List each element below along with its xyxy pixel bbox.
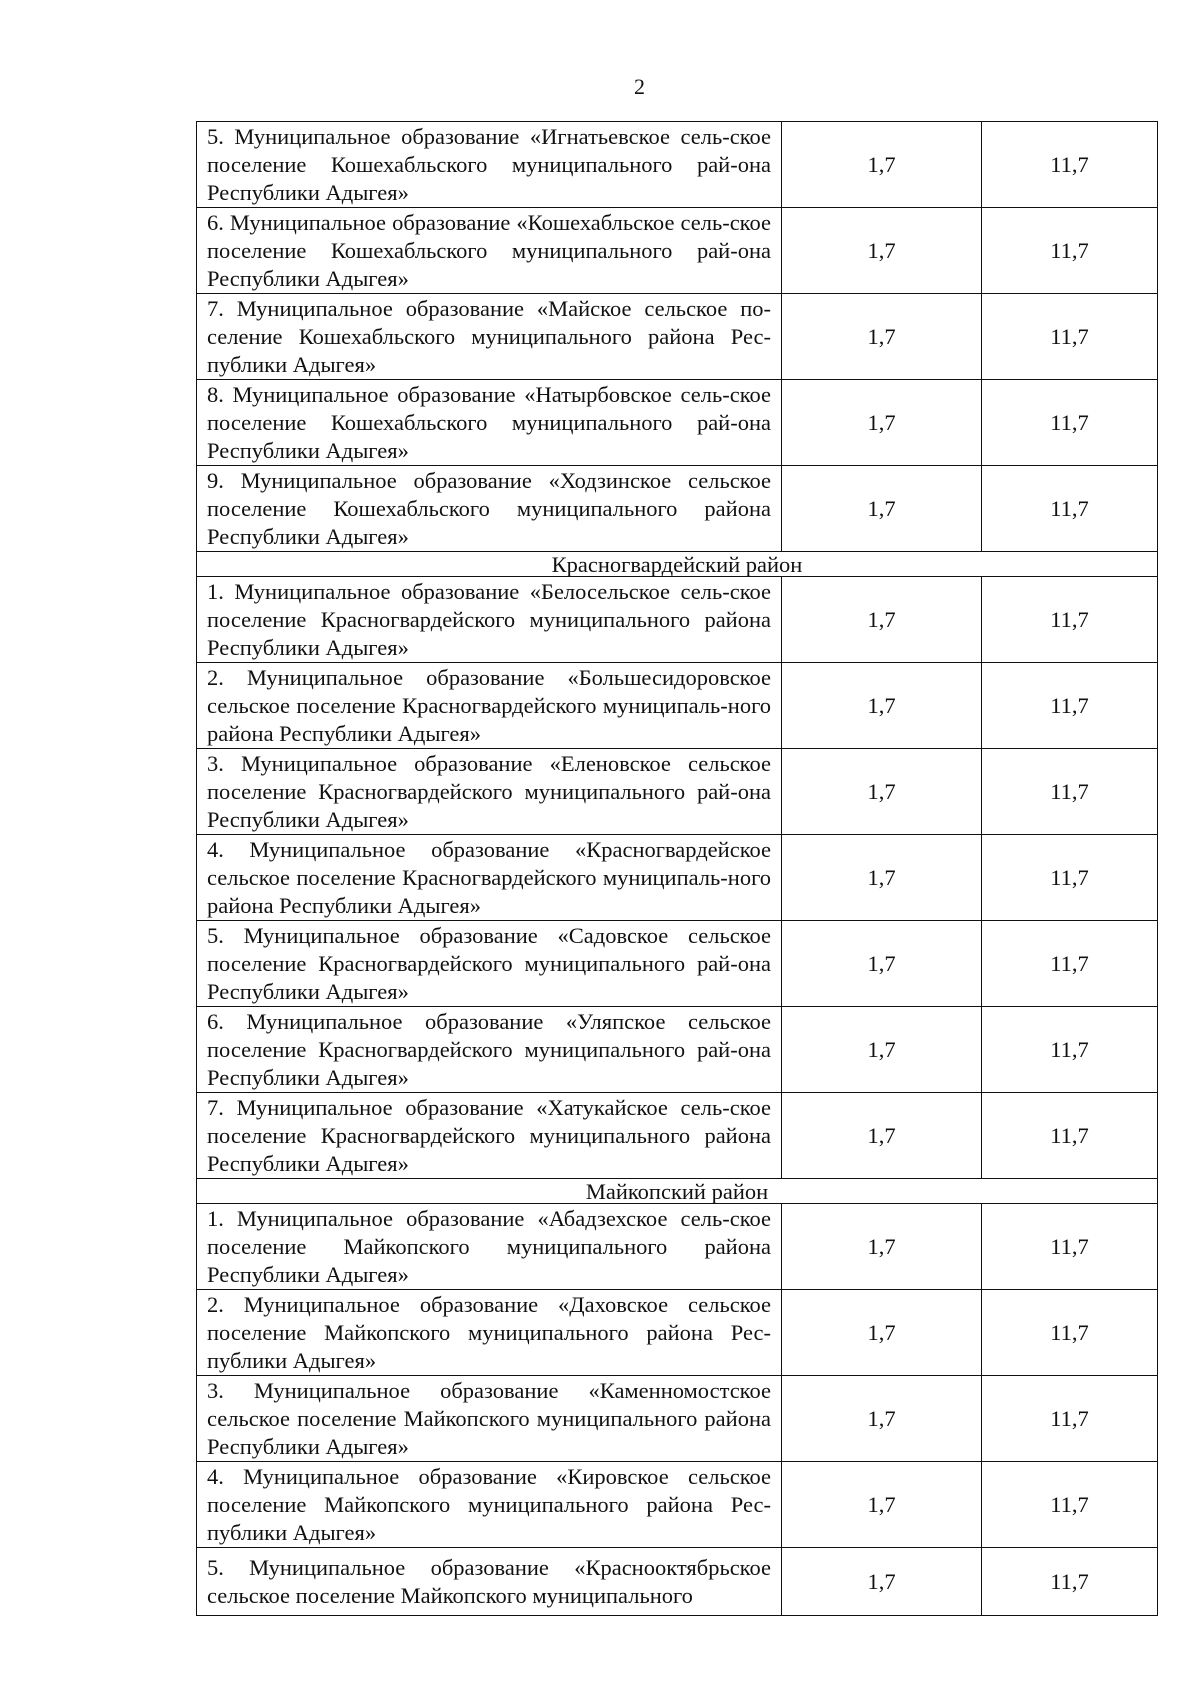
- value-1-cell: 1,7: [782, 1376, 982, 1462]
- municipality-name-cell: 3. Муниципальное образование «Каменномостское сельское поселение Майкопского муниципального района Республики Адыгея»: [197, 1376, 782, 1462]
- table-row: [197, 208, 1158, 294]
- table-row: [197, 1548, 1158, 1616]
- municipality-name-cell: 1. Муниципальное образование «Белосельское сель-ское поселение Красногвардейского муниципального района Республики Адыгея»: [197, 577, 782, 663]
- table-row: [197, 1007, 1158, 1093]
- municipalities-table: [196, 121, 1158, 1616]
- municipality-name-cell: 5. Муниципальное образование «Краснооктябрьское сельское поселение Майкопского муниципального: [197, 1548, 782, 1616]
- value-2-cell: 11,7: [982, 466, 1158, 552]
- table-row: [197, 122, 1158, 208]
- table-body: [197, 122, 1158, 1616]
- table-row: [197, 1290, 1158, 1376]
- value-2-cell: 11,7: [982, 663, 1158, 749]
- value-1-cell: 1,7: [782, 1548, 982, 1616]
- value-2-cell: 11,7: [982, 835, 1158, 921]
- value-1-cell: 1,7: [782, 380, 982, 466]
- value-2-cell: 11,7: [982, 380, 1158, 466]
- value-2-cell: 11,7: [982, 1548, 1158, 1616]
- municipality-name-cell: 4. Муниципальное образование «Кировское сельское поселение Майкопского муниципального района Рес-публики Адыгея»: [197, 1462, 782, 1548]
- value-2-cell: 11,7: [982, 1204, 1158, 1290]
- municipality-name-cell: 4. Муниципальное образование «Красногвардейское сельское поселение Красногвардейского муниципаль-ного района Республики Адыгея»: [197, 835, 782, 921]
- value-1-cell: 1,7: [782, 1007, 982, 1093]
- value-2-cell: 11,7: [982, 122, 1158, 208]
- value-1-cell: 1,7: [782, 122, 982, 208]
- value-2-cell: 11,7: [982, 1007, 1158, 1093]
- section-header-row: [197, 1179, 1158, 1204]
- table-row: [197, 1093, 1158, 1179]
- value-1-cell: 1,7: [782, 294, 982, 380]
- municipality-name-cell: 3. Муниципальное образование «Еленовское сельское поселение Красногвардейского муниципального рай-она Республики Адыгея»: [197, 749, 782, 835]
- value-1-cell: 1,7: [782, 1093, 982, 1179]
- table-row: [197, 663, 1158, 749]
- table-row: [197, 1376, 1158, 1462]
- municipality-name-cell: 1. Муниципальное образование «Абадзехское сель-ское поселение Майкопского муниципального района Республики Адыгея»: [197, 1204, 782, 1290]
- table-row: [197, 921, 1158, 1007]
- table-row: [197, 749, 1158, 835]
- municipality-name-cell: 7. Муниципальное образование «Майское сельское по-селение Кошехабльского муниципального района Рес-публики Адыгея»: [197, 294, 782, 380]
- municipality-name-cell: 8. Муниципальное образование «Натырбовское сель-ское поселение Кошехабльского муниципального рай-она Республики Адыгея»: [197, 380, 782, 466]
- value-2-cell: 11,7: [982, 921, 1158, 1007]
- value-1-cell: 1,7: [782, 1290, 982, 1376]
- table-row: [197, 466, 1158, 552]
- value-2-cell: 11,7: [982, 1462, 1158, 1548]
- value-1-cell: 1,7: [782, 1462, 982, 1548]
- value-1-cell: 1,7: [782, 749, 982, 835]
- value-1-cell: 1,7: [782, 466, 982, 552]
- municipality-name-cell: 5. Муниципальное образование «Садовское сельское поселение Красногвардейского муниципального рай-она Республики Адыгея»: [197, 921, 782, 1007]
- page-number: 2: [634, 74, 645, 99]
- municipality-name-cell: 5. Муниципальное образование «Игнатьевское сель-ское поселение Кошехабльского муниципального рай-она Республики Адыгея»: [197, 122, 782, 208]
- value-2-cell: 11,7: [982, 749, 1158, 835]
- value-2-cell: 11,7: [982, 294, 1158, 380]
- value-2-cell: 11,7: [982, 1093, 1158, 1179]
- municipality-name-cell: 6. Муниципальное образование «Кошехабльское сель-ское поселение Кошехабльского муниципального рай-она Республики Адыгея»: [197, 208, 782, 294]
- value-1-cell: 1,7: [782, 208, 982, 294]
- value-1-cell: 1,7: [782, 921, 982, 1007]
- section-title: Красногвардейский район: [197, 552, 1158, 577]
- municipality-name-cell: 6. Муниципальное образование «Уляпское сельское поселение Красногвардейского муниципального рай-она Республики Адыгея»: [197, 1007, 782, 1093]
- value-2-cell: 11,7: [982, 208, 1158, 294]
- value-1-cell: 1,7: [782, 835, 982, 921]
- table-row: [197, 380, 1158, 466]
- table-row: [197, 1204, 1158, 1290]
- table-row: [197, 294, 1158, 380]
- table-row: [197, 1462, 1158, 1548]
- value-2-cell: 11,7: [982, 1376, 1158, 1462]
- value-2-cell: 11,7: [982, 1290, 1158, 1376]
- table-row: [197, 577, 1158, 663]
- municipality-name-cell: 2. Муниципальное образование «Даховское сельское поселение Майкопского муниципального района Рес-публики Адыгея»: [197, 1290, 782, 1376]
- section-title: Майкопский район: [197, 1179, 1158, 1204]
- value-1-cell: 1,7: [782, 577, 982, 663]
- table-row: [197, 835, 1158, 921]
- value-1-cell: 1,7: [782, 663, 982, 749]
- value-2-cell: 11,7: [982, 577, 1158, 663]
- value-1-cell: 1,7: [782, 1204, 982, 1290]
- municipality-name-cell: 9. Муниципальное образование «Ходзинское сельское поселение Кошехабльского муниципального района Республики Адыгея»: [197, 466, 782, 552]
- municipality-name-cell: 7. Муниципальное образование «Хатукайское сель-ское поселение Красногвардейского муниципального района Республики Адыгея»: [197, 1093, 782, 1179]
- municipality-name-cell: 2. Муниципальное образование «Большесидоровское сельское поселение Красногвардейского муниципаль-ного района Республики Адыгея»: [197, 663, 782, 749]
- section-header-row: [197, 552, 1158, 577]
